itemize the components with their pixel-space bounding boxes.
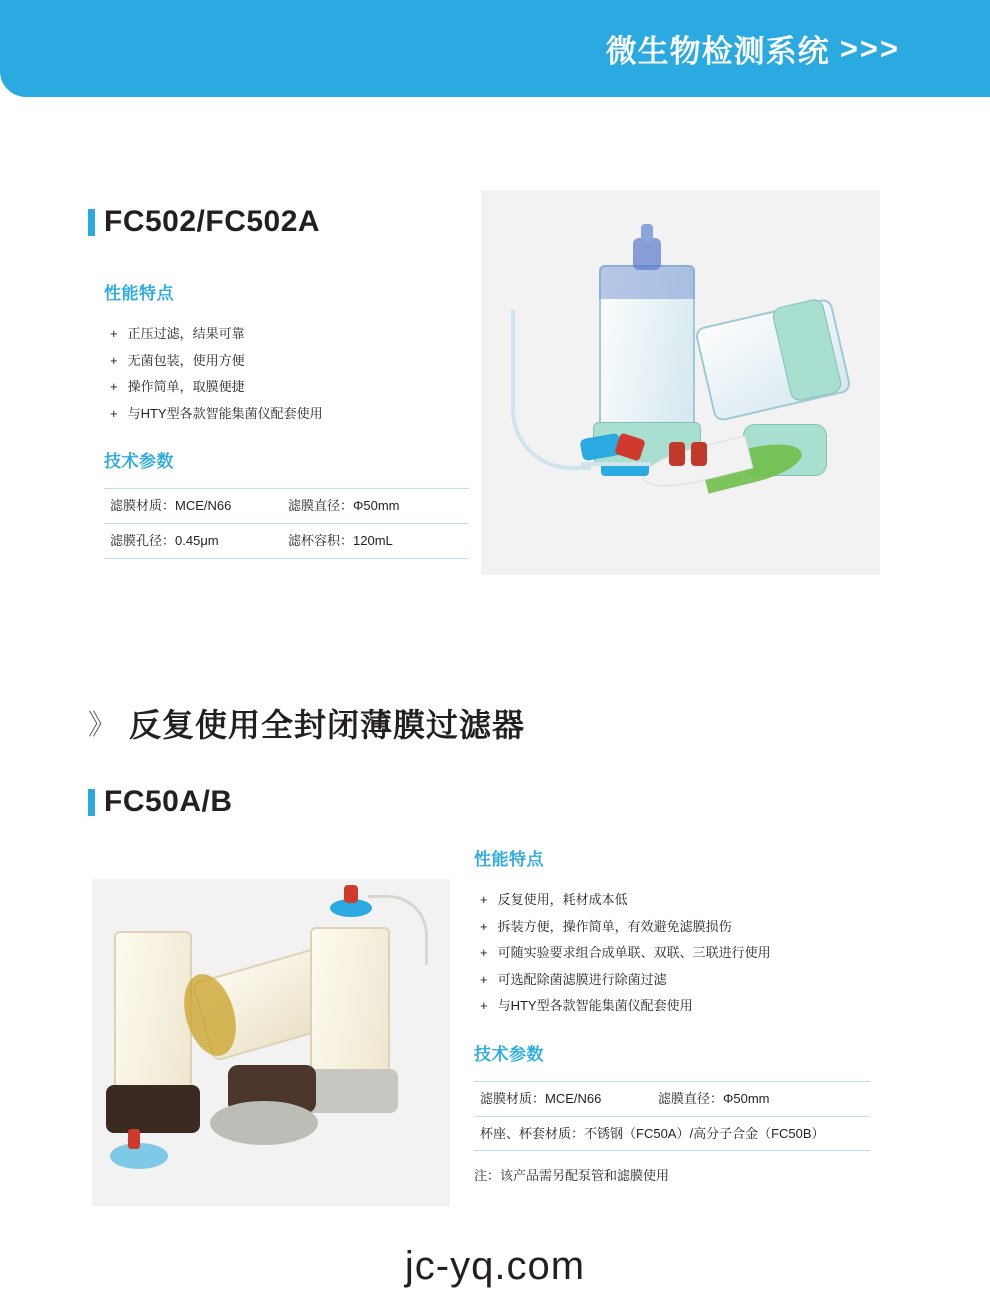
double-chevron-icon: 》	[88, 709, 118, 740]
feature-text: 与HTY型各款智能集菌仪配套使用	[497, 998, 693, 1014]
fc50-heading-text: 反复使用全封闭薄膜过滤器	[129, 707, 526, 743]
blue-bar-marker	[88, 209, 95, 236]
fc50-model-label: FC50A/B	[104, 785, 233, 818]
header-title: 微生物检测系统	[605, 34, 830, 69]
feature-text: 可选配除菌滤膜进行除菌过滤	[497, 971, 667, 987]
fc50-text-column	[474, 845, 894, 1184]
list-item	[480, 945, 894, 961]
header-arrows-icon: >>>	[839, 30, 900, 66]
page-header	[0, 0, 990, 97]
fc502-params-heading: 技术参数	[104, 452, 174, 472]
plus-icon: +	[480, 945, 488, 961]
list-item	[480, 972, 894, 988]
spec-cell	[474, 1116, 870, 1151]
plus-icon: +	[110, 405, 118, 421]
spec-label: 滤膜直径：	[288, 498, 354, 514]
feature-text: 正压过滤，结果可靠	[127, 326, 245, 341]
list-item	[110, 406, 478, 422]
feature-text: 无菌包装，使用方便	[127, 352, 245, 368]
spec-cell	[282, 489, 469, 524]
plus-icon: +	[110, 352, 118, 368]
fc50-section-heading	[88, 700, 788, 746]
fc502-spec-table	[104, 488, 469, 558]
feature-text: 与HTY型各款智能集菌仪配套使用	[127, 405, 323, 421]
spec-label: 滤膜材质：	[480, 1090, 546, 1106]
fc50-note: 注：该产品需另配泵管和滤膜使用	[474, 1168, 670, 1184]
fc502-product-image	[481, 190, 880, 575]
fc50-features-list	[480, 892, 894, 1014]
spec-cell	[652, 1081, 870, 1116]
list-item	[480, 998, 894, 1014]
fc502-features-list	[110, 326, 478, 421]
footer-url: jc-yq.com	[404, 1244, 586, 1288]
list-item	[110, 326, 478, 342]
fc502-model-label: FC502/FC502A	[104, 205, 321, 238]
table-row	[104, 523, 469, 558]
spec-label: 滤杯容积：	[288, 532, 354, 548]
plus-icon: +	[480, 918, 488, 934]
spec-cell	[104, 523, 282, 558]
spec-value: Φ50mm	[723, 1090, 770, 1106]
table-row	[474, 1081, 870, 1116]
spec-cell	[474, 1081, 652, 1116]
spec-label: 滤膜孔径：	[110, 532, 176, 548]
plus-icon: +	[480, 892, 488, 907]
list-item	[480, 892, 894, 908]
spec-value: MCE/N66	[175, 498, 232, 514]
plus-icon: +	[110, 379, 118, 395]
blue-bar-marker	[88, 789, 95, 816]
spec-value: 不锈钢（FC50A）/高分子合金（FC50B）	[584, 1125, 825, 1141]
list-item	[110, 379, 478, 395]
section-fc502	[88, 205, 478, 559]
spec-cell	[104, 489, 282, 524]
feature-text: 拆装方便，操作简单，有效避免滤膜损伤	[497, 918, 732, 934]
spec-label: 滤膜材质：	[110, 498, 176, 514]
spec-label: 杯座、杯套材质：	[480, 1125, 585, 1141]
list-item	[110, 353, 478, 369]
fc50-features-heading: 性能特点	[474, 850, 544, 869]
fc50-model-title	[88, 785, 233, 819]
spec-value: Φ50mm	[353, 498, 400, 514]
plus-icon: +	[480, 971, 488, 987]
fc50-spec-table	[474, 1081, 870, 1151]
fc50-product-image	[92, 879, 450, 1206]
fc502-features-heading: 性能特点	[104, 284, 174, 303]
feature-text: 操作简单，取膜便捷	[127, 379, 245, 395]
fc502-model-title	[88, 205, 478, 239]
list-item	[480, 919, 894, 935]
fc50-params-heading: 技术参数	[474, 1044, 544, 1064]
feature-text: 可随实验要求组合成单联、双联、三联进行使用	[497, 945, 771, 961]
spec-label: 滤膜直径：	[658, 1090, 724, 1106]
spec-value: MCE/N66	[545, 1090, 602, 1106]
table-row	[474, 1116, 870, 1151]
table-row	[104, 489, 469, 524]
plus-icon: +	[480, 998, 488, 1014]
spec-cell	[282, 523, 469, 558]
plus-icon: +	[110, 326, 118, 341]
spec-value: 120mL	[353, 532, 393, 548]
section-fc50	[88, 700, 788, 746]
feature-text: 反复使用，耗材成本低	[497, 892, 628, 907]
spec-value: 0.45μm	[175, 532, 219, 548]
